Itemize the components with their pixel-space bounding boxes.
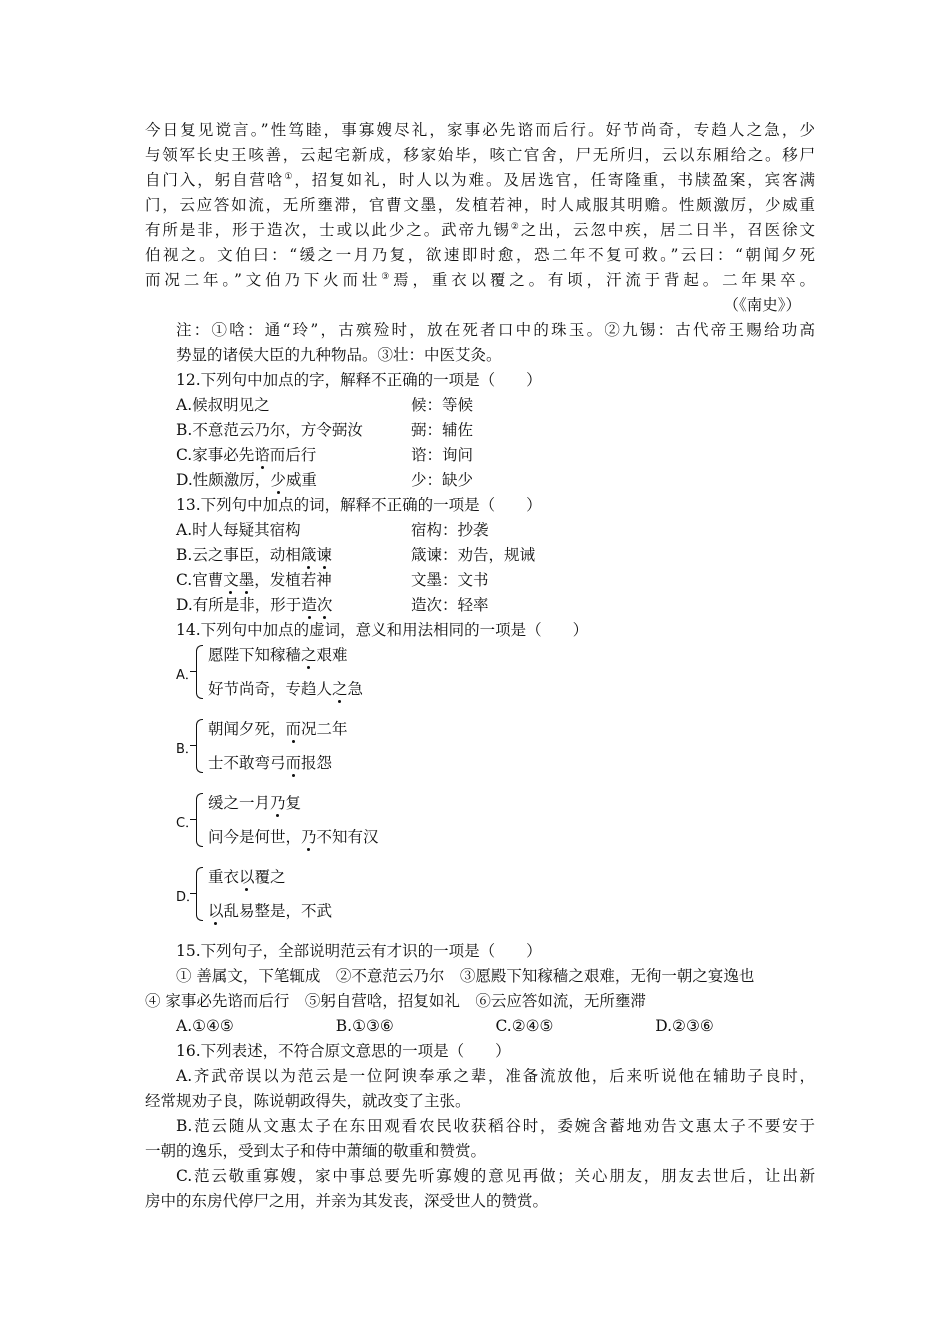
example-sentence: [208, 865, 286, 890]
option-sentence: [176, 443, 411, 468]
dotted-char: 谘: [254, 446, 270, 464]
option-a: [145, 393, 815, 418]
dotted-char: 而: [285, 720, 302, 738]
sentence-part: 况二年: [301, 720, 348, 738]
option-sentence: [176, 593, 411, 618]
passage-text: 之出，云忽中疾，居二日半，召医徐文: [520, 221, 815, 239]
dotted-char: 之: [301, 646, 317, 664]
option-sentence: B.不意范云乃尔，方令弼汝: [176, 421, 363, 439]
option-sentence: [176, 468, 411, 493]
option-b: [145, 418, 815, 443]
sentence-part: 报怨: [301, 754, 333, 772]
sentence-part: 朝闻夕死，: [208, 720, 286, 738]
question-13: [145, 493, 815, 618]
option-explanation: 箴谏：劝告，规诫: [411, 546, 536, 564]
question-14: [145, 618, 815, 939]
option-b-line: B.范云随从文惠太子在东田观看农民收获稻谷时，委婉含蓄地劝告文惠太子不要安于: [176, 1117, 815, 1135]
passage-text: 自门入，躬自营唅: [145, 171, 285, 189]
option-d: [145, 593, 815, 618]
passage-text: 而况二年。”文伯乃下火而壮: [145, 271, 382, 289]
sentence-part: 重衣: [208, 868, 240, 886]
dotted-char: 箴: [300, 546, 317, 564]
dotted-char: 乃: [270, 794, 286, 812]
choice-c: C.②④⑤: [495, 1017, 554, 1035]
option-c: [145, 568, 815, 593]
example-sentence: [208, 751, 332, 776]
passage-line: 与领军长史王咳善，云起宅新成，移家始毕，咳亡官舍，尸无所归，云以东厢给之。移尸: [145, 146, 815, 164]
option-letter: D．: [176, 890, 200, 905]
spacer: [145, 855, 815, 865]
passage-line: 今日复见谠言。”性笃睦，事寡嫂尽礼，家事必先谘而后行。好节尚奇，专趋人之急，少: [145, 121, 815, 139]
note-line: 势显的诸侯大臣的九种物品。③壮：中医艾灸。: [176, 346, 502, 364]
option-explanation: 少：缺少: [411, 471, 474, 489]
brace-bracket: [196, 719, 203, 773]
sentence-part: 复: [285, 794, 302, 812]
spacer: [145, 707, 815, 717]
passage-line: 伯视之。文伯曰：“缓之一月乃复，欲速即时愈，恐二年不复可救。”云曰：“朝闻夕死: [145, 246, 815, 264]
dotted-char: 乃: [301, 828, 317, 846]
sentence-part: 而后行: [269, 446, 317, 464]
dotted-char: 少: [270, 471, 286, 489]
answer-choices: [145, 1014, 815, 1039]
sentence-part: 愿陛下知稼穑: [208, 646, 302, 664]
option-a-line: 经常规劝子良，陈说朝政得失，就改变了主张。: [145, 1092, 471, 1110]
passage-line: [145, 268, 815, 293]
choice-d: D.②③⑥: [655, 1017, 714, 1035]
passage-text: 有所是非，形于造次，士或以此少之。武帝九锡: [145, 221, 511, 239]
question-stem: 13.下列句中加点的词，解释不正确的一项是（ ）: [176, 496, 542, 514]
sentence-part: C.家事必先: [176, 446, 255, 464]
question-16: [145, 1039, 815, 1214]
example-sentence: [208, 677, 363, 702]
dotted-char: 以: [239, 868, 255, 886]
option-b: [145, 543, 815, 568]
sentence-part: 急: [347, 680, 364, 698]
sentence-part: 士不敢弯弓: [208, 754, 286, 772]
dotted-char: 造: [301, 596, 317, 614]
passage-text: ，招复如礼，时人以为难。及居选官，任寄隆重，书牍盈案，宾客满: [294, 171, 815, 189]
option-letter: C．: [176, 816, 199, 831]
option-letter: A．: [176, 668, 198, 683]
choice-b: B.①③⑥: [335, 1017, 394, 1035]
sentence-part: 乱易整是，不武: [223, 902, 333, 920]
dotted-char: 文: [223, 571, 239, 589]
footnote-mark: ③: [381, 271, 394, 282]
example-sentence: [208, 825, 379, 850]
footnote-mark: ②: [510, 221, 521, 232]
choice-a: A.①④⑤: [176, 1017, 234, 1035]
spacer: [145, 781, 815, 791]
option-sentence: A.候叔明见之: [176, 396, 270, 414]
dotted-char: 而: [285, 754, 302, 772]
brace-bracket: [196, 793, 203, 847]
option-explanation: 弼：辅佐: [411, 421, 474, 439]
option-sentence: [176, 543, 411, 568]
question-stem: 14.下列句中加点的虚词，意义和用法相同的一项是（ ）: [176, 621, 589, 639]
sentence-part: 问今是何世，: [208, 828, 302, 846]
dotted-char: 墨: [238, 571, 255, 589]
sentence-part: ，发植若神: [254, 571, 332, 589]
brace-bracket: [196, 645, 203, 699]
passage: [145, 118, 815, 318]
dotted-char: 谏: [316, 546, 332, 564]
option-explanation: 谘：询问: [411, 446, 474, 464]
option-explanation: 宿构：抄袭: [411, 521, 489, 539]
dotted-char: 之: [332, 680, 348, 698]
option-c-line: 房中的东房代停尸之用，并亲为其发丧，深受世人的赞赏。: [145, 1192, 549, 1210]
sentence-part: B.云之事臣，动相: [176, 546, 301, 564]
question-stem: 12.下列句中加点的字，解释不正确的一项是（ ）: [176, 371, 542, 389]
passage-line: 门，云应答如流，无所壅滞，官曹文墨，发植若神，时人咸服其明赡。性颇激厉，少威重: [145, 196, 815, 214]
question-stem: 15.下列句子，全部说明范云有才识的一项是（ ）: [176, 942, 542, 960]
option-b: [176, 717, 815, 781]
sentence-part: C.官曹: [176, 571, 224, 589]
question-15: [145, 939, 815, 1039]
option-sentence: [176, 568, 411, 593]
option-explanation: 文墨：文书: [411, 571, 489, 589]
option-d: [176, 865, 815, 929]
option-c-line: C.范云敬重寡嫂，家中事总要先听寡嫂的意见再做；关心朋友，朋友去世后，让出新: [176, 1167, 815, 1185]
sentence-part: 好节尚奇，专趋人: [208, 680, 333, 698]
annotation-note: [145, 318, 815, 368]
passage-line: [145, 218, 815, 243]
sentence-part: 不知有汉: [316, 828, 379, 846]
note-line: 注：①唅：通“玲”，古殡殓时，放在死者口中的珠玉。②九锡：古代帝王赐给功高: [176, 321, 815, 339]
option-explanation: 候：等候: [411, 396, 474, 414]
sentence-part: D.性颇激厉，: [176, 471, 271, 489]
passage-source: （《南史》）: [723, 296, 801, 314]
option-b-line: 一朝的逸乐，受到太子和侍中萧缅的敬重和赞赏。: [145, 1142, 487, 1160]
sentence-part: 威重: [285, 471, 317, 489]
option-sentence: A.时人每疑其宿构: [176, 521, 301, 539]
footnote-mark: ①: [284, 171, 295, 182]
document-page: [145, 118, 815, 1214]
example-sentence: [208, 717, 348, 742]
passage-line: [145, 168, 815, 193]
sentence-part: 艰难: [316, 646, 348, 664]
option-a-line: A.齐武帝误以为范云是一位阿谀奉承之辈，准备流放他，后来听说他在辅助子良时，: [176, 1067, 815, 1085]
sentence-part: 覆之: [254, 868, 286, 886]
spacer: [145, 929, 815, 939]
dotted-char: 以: [208, 902, 224, 920]
question-12: [145, 368, 815, 493]
option-letter: B．: [176, 742, 198, 757]
option-c: [176, 791, 815, 855]
statement-line: ① 善属文，下笔辄成 ②不意范云乃尔 ③愿殿下知稼穑之艰难，无徇一朝之宴逸也: [176, 967, 755, 985]
option-a: [145, 518, 815, 543]
option-c: [145, 443, 815, 468]
statement-line: ④ 家事必先谘而后行 ⑤躬自营唅，招复如礼 ⑥云应答如流，无所壅滞: [145, 992, 646, 1010]
example-sentence: [208, 899, 332, 924]
option-d: [145, 468, 815, 493]
example-sentence: [208, 791, 301, 816]
option-a: [176, 643, 815, 707]
sentence-part: 缓之一月: [208, 794, 271, 812]
brace-bracket: [196, 867, 203, 921]
passage-text: 焉，重衣以覆之。有顷，汗流于背起。二年果卒。: [393, 271, 815, 289]
sentence-part: D.有所是非，形于: [176, 596, 302, 614]
dotted-char: 次: [316, 596, 333, 614]
option-explanation: 造次：轻率: [411, 596, 489, 614]
example-sentence: [208, 643, 348, 668]
question-stem: 16.下列表述，不符合原文意思的一项是（ ）: [176, 1042, 511, 1060]
